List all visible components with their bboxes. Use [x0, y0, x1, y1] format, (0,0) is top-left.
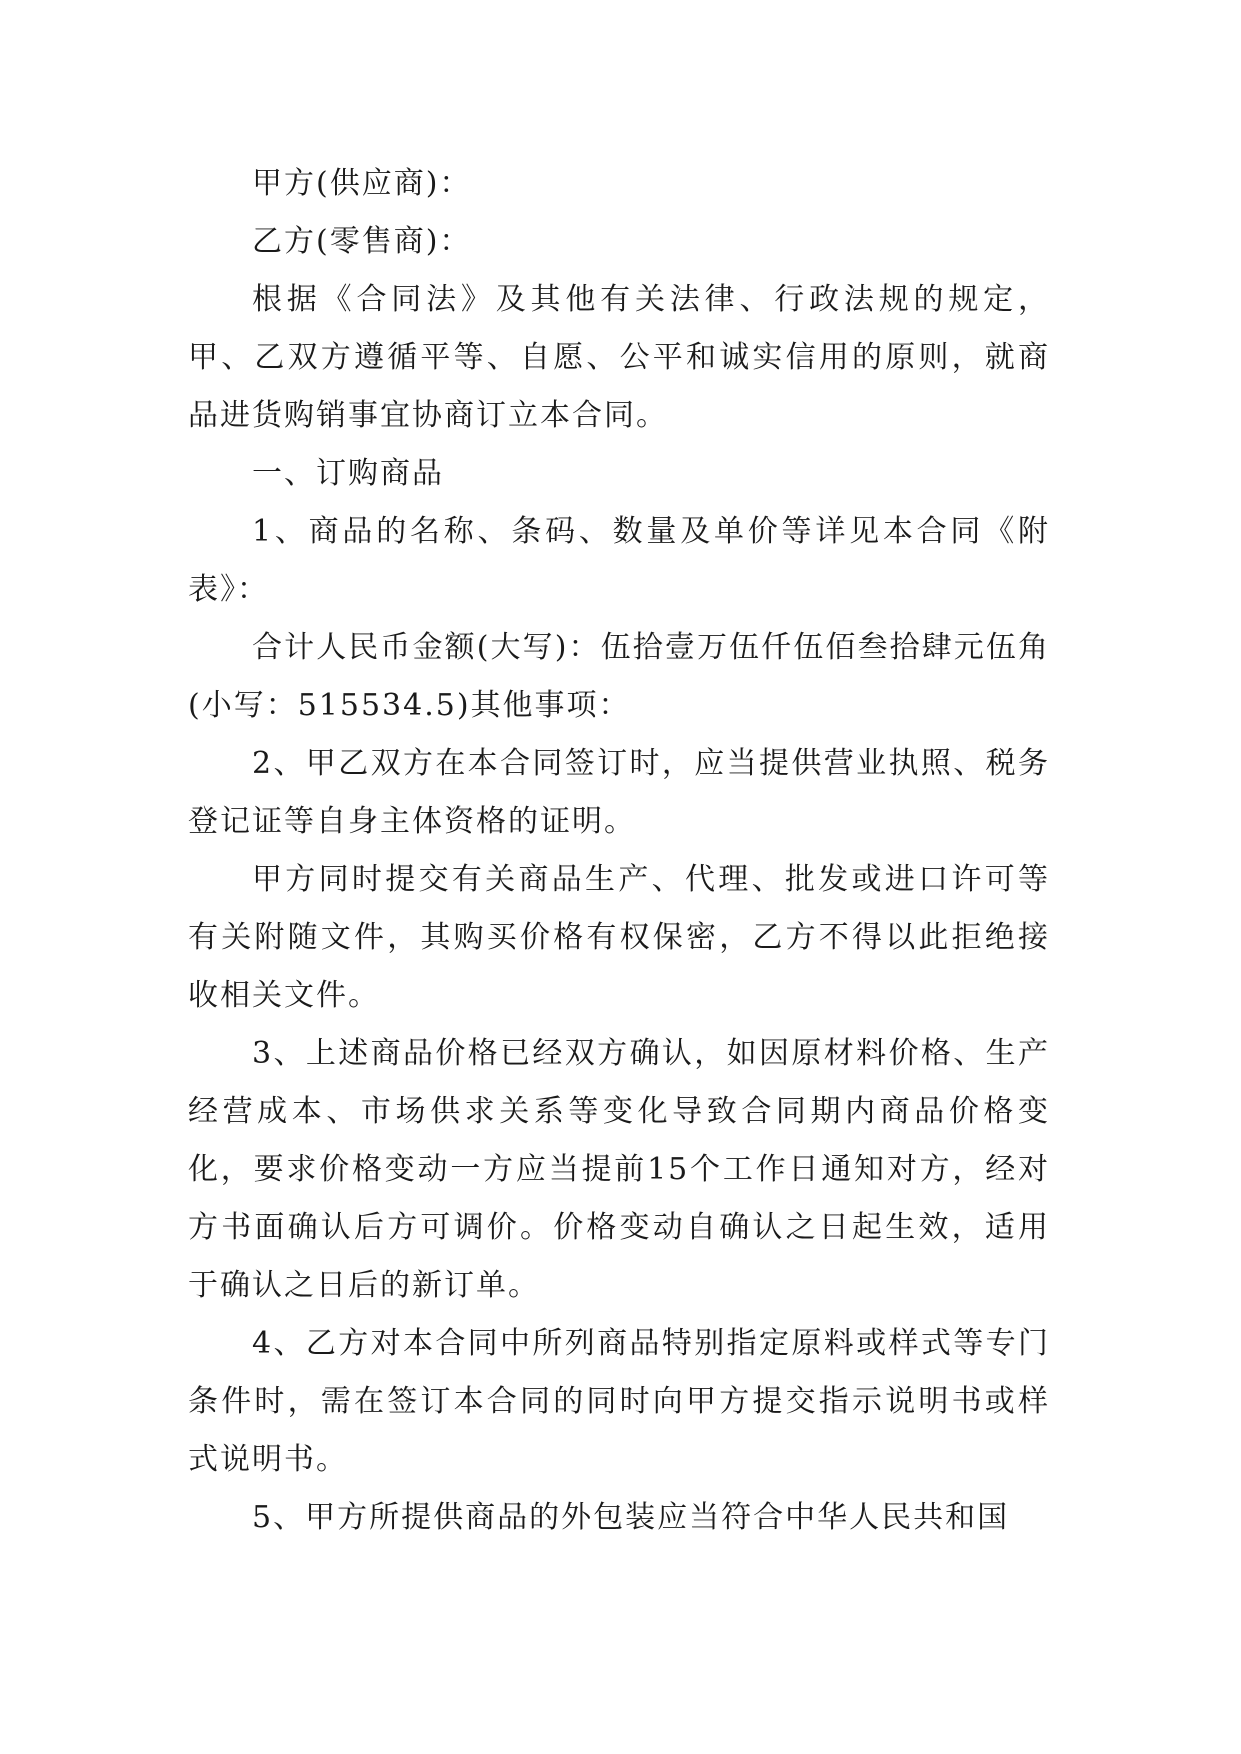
document-body [188, 155, 1050, 1547]
clause-1: 1、商品的名称、条码、数量及单价等详见本合同《附表》： [188, 514, 1050, 607]
clause-2-supplement: 甲方同时提交有关商品生产、代理、批发或进口许可等有关附随文件，其购买价格有权保密，乙方不得以此拒绝接收相关文件。 [188, 862, 1050, 1013]
preamble-paragraph: 根据《合同法》及其他有关法律、行政法规的规定，甲、乙双方遵循平等、自愿、公平和诚实信用的原则，就商品进货购销事宜协商订立本合同。 [188, 282, 1050, 433]
clause-4: 4、乙方对本合同中所列商品特别指定原料或样式等专门条件时，需在签订本合同的同时向甲方提交指示说明书或样式说明书。 [188, 1326, 1050, 1477]
clause-5: 5、甲方所提供商品的外包装应当符合中华人民共和国 [252, 1500, 1010, 1535]
party-a-line: 甲方(供应商)： [252, 166, 472, 201]
section-heading-order-goods: 一、订购商品 [252, 456, 444, 491]
total-amount-paragraph: 合计人民币金额(大写)：伍拾壹万伍仟伍佰叁拾肆元伍角(小写：515534.5)其他事项： [188, 630, 1050, 723]
party-b-line: 乙方(零售商)： [252, 224, 472, 259]
clause-3: 3、上述商品价格已经双方确认，如因原材料价格、生产经营成本、市场供求关系等变化导致合同期内商品价格变化，要求价格变动一方应当提前15个工作日通知对方，经对方书面确认后方可调价。价格变动自确认之日起生效，适用于确认之日后的新订单。 [188, 1036, 1050, 1303]
clause-2: 2、甲乙双方在本合同签订时，应当提供营业执照、税务登记证等自身主体资格的证明。 [188, 746, 1050, 839]
